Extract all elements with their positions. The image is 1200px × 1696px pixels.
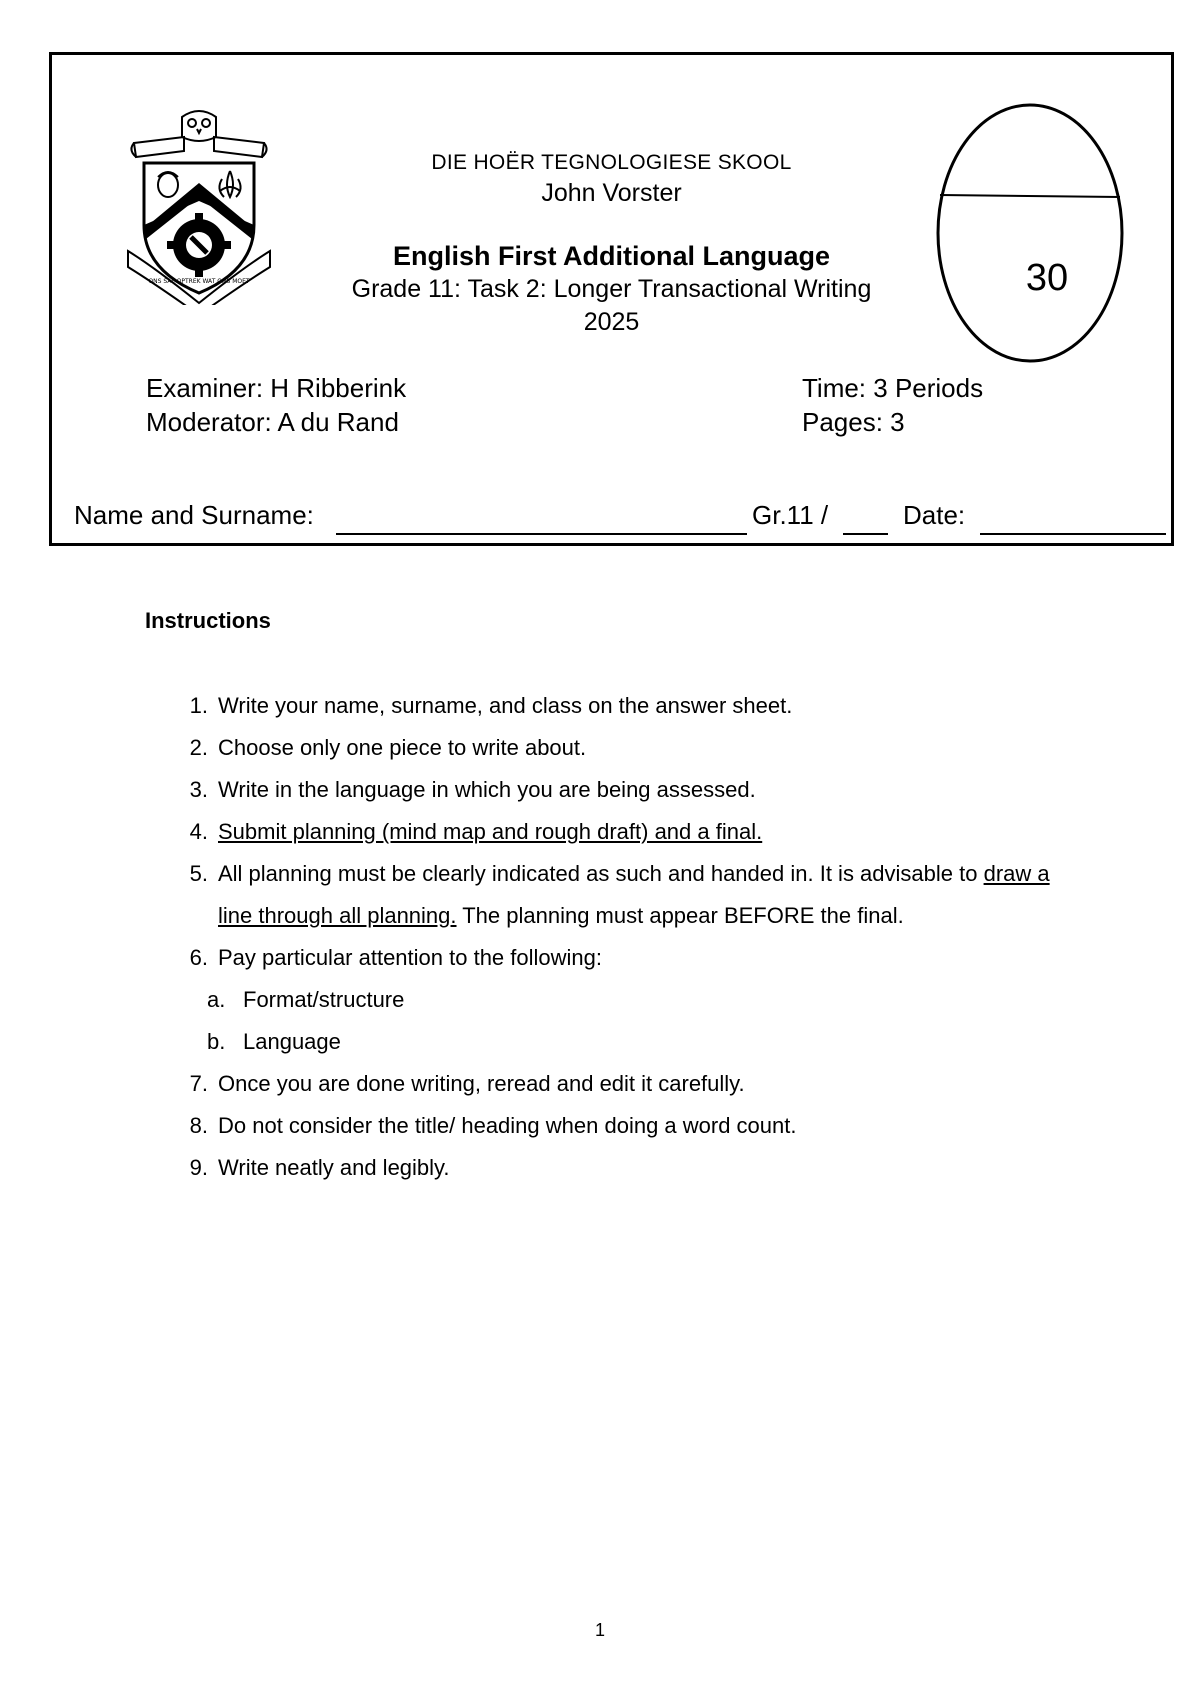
examiner: Examiner: H Ribberink bbox=[146, 373, 407, 403]
list-item: 6. Pay particular attention to the following: a. Format/structure b. Language bbox=[170, 937, 1070, 1063]
instructions-heading: Instructions bbox=[145, 608, 271, 633]
list-item: 3. Write in the language in which you are being assessed. bbox=[189, 777, 756, 802]
grade-label: Gr.11 / bbox=[752, 500, 829, 530]
sub-list-item: b. Language bbox=[207, 1029, 341, 1054]
subject-title: English First Additional Language bbox=[392, 241, 830, 271]
class-blank[interactable] bbox=[843, 533, 888, 535]
svg-text:ONS SAL OPTREK WAT ONS MOET: ONS SAL OPTREK WAT ONS MOET bbox=[148, 278, 250, 285]
instructions-list bbox=[170, 685, 1070, 1189]
school-name: DIE HOËR TEGNOLOGIESE SKOOL bbox=[431, 151, 792, 174]
list-item: 8. Do not consider the title/ heading when doing a word count. bbox=[189, 1113, 797, 1138]
page-count: Pages: 3 bbox=[802, 407, 905, 437]
moderator: Moderator: A du Rand bbox=[146, 407, 399, 437]
name-blank[interactable] bbox=[336, 533, 747, 535]
list-item: 1. Write your name, surname, and class on the answer sheet. bbox=[189, 693, 793, 718]
exam-header bbox=[49, 52, 1174, 546]
list-item: 7. Once you are done writing, reread and edit it carefully. bbox=[189, 1071, 745, 1096]
list-item: 9. Write neatly and legibly. bbox=[189, 1155, 450, 1180]
total-marks: 30 bbox=[1025, 257, 1069, 299]
task-title: Grade 11: Task 2: Longer Transactional Writing bbox=[351, 275, 872, 303]
date-blank[interactable] bbox=[980, 533, 1166, 535]
time-allowed: Time: 3 Periods bbox=[802, 373, 984, 403]
list-item: 5. All planning must be clearly indicated as such and handed in. It is advisable to draw a line through all planning. The planning must appear BEFORE the final. bbox=[189, 861, 1050, 928]
sub-list-item: a. Format/structure bbox=[207, 987, 405, 1012]
page-number: 1 bbox=[594, 1620, 605, 1640]
mark-oval bbox=[935, 102, 1125, 364]
list-item: 2. Choose only one piece to write about. bbox=[189, 735, 587, 760]
name-label: Name and Surname: bbox=[74, 500, 314, 530]
school-subtitle: John Vorster bbox=[541, 179, 682, 207]
sub-list bbox=[170, 979, 1070, 1063]
list-item: 4. Submit planning (mind map and rough draft) and a final. bbox=[189, 819, 763, 844]
date-label: Date: bbox=[903, 500, 966, 530]
exam-year: 2025 bbox=[583, 308, 640, 336]
